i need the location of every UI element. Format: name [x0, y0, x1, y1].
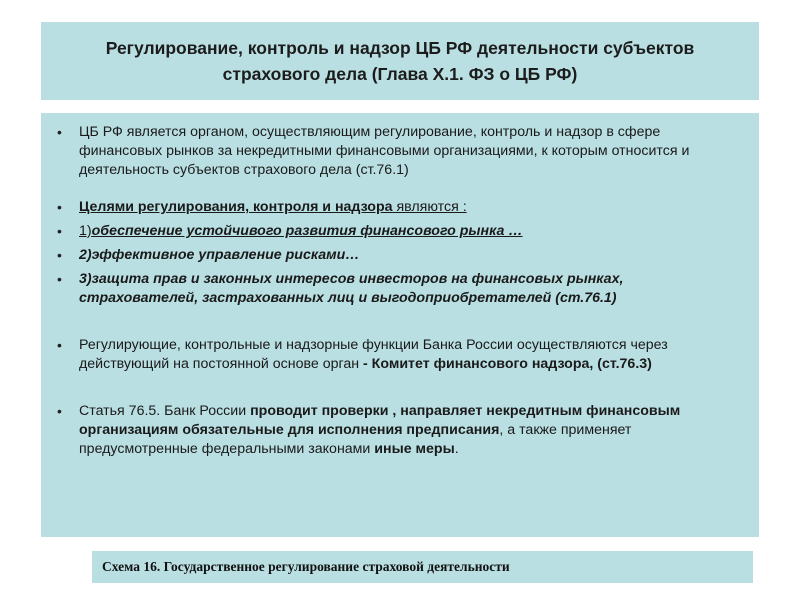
article-text-3: .: [454, 441, 459, 457]
article-text-1: Статья 76.5. Банк России: [79, 403, 251, 419]
bullet-icon: •: [57, 337, 62, 353]
bullet-item-5: [55, 270, 733, 308]
bullet-icon: •: [57, 223, 62, 239]
article-text-2: , а также применяет предусмотренные федеральными законами: [79, 422, 632, 457]
goal-2-text: 2)эффективное управление рисками…: [79, 247, 360, 263]
goals-heading-rest: являются :: [392, 199, 467, 215]
content-panel: [41, 113, 759, 537]
goal-3-text: 3)защита прав и законных интересов инвесторов на финансовых рынках, страхователей, застрахованных лиц и выгодоприобретателей (ст.76.1): [79, 271, 624, 306]
bullet-icon: •: [57, 247, 62, 263]
goals-heading: Целями регулирования, контроля и надзора: [79, 199, 393, 215]
functions-text: Регулирующие, контрольные и надзорные функции Банка России осуществляются через действующий на постоянной основе орган: [79, 337, 668, 372]
bullet-icon: •: [57, 199, 62, 215]
bullet-item-6: [55, 336, 733, 374]
bullet-item-2: [55, 198, 733, 217]
bullet-icon: •: [57, 124, 62, 140]
goal-1-text: обеспечение устойчивого развития финансового рынка …: [91, 223, 523, 239]
bullet-item-7: [55, 402, 733, 459]
bullet-item-3: [55, 222, 733, 241]
committee-text: - Комитет финансового надзора, (ст.76.3): [363, 356, 652, 372]
slide-title: [41, 22, 759, 100]
bullet-item-1: [55, 123, 733, 180]
title-line-1: Регулирование, контроль и надзор ЦБ РФ деятельности субъектов: [105, 38, 695, 58]
bullet-text-1: ЦБ РФ является органом, осуществляющим регулирование, контроль и надзор в сфере финансовых рынков за некредитными финансовыми организациями, к которым относится и деятельность субъектов страхового дела (ст.76.1): [79, 124, 690, 178]
bullet-icon: •: [57, 271, 62, 287]
article-bold-1: проводит проверки , направляет некредитным финансовым организациям обязательные для исполнения предписания: [79, 403, 681, 438]
goal-1-number: 1): [79, 223, 92, 239]
bullet-item-4: [55, 246, 733, 265]
article-bold-2: иные меры: [374, 441, 455, 457]
scheme-caption: [92, 551, 753, 583]
scheme-caption-text: Схема 16. Государственное регулирование страховой деятельности: [102, 559, 510, 574]
bullet-icon: •: [57, 403, 62, 419]
title-line-2: страхового дела (Глава X.1. ФЗ о ЦБ РФ): [222, 64, 578, 84]
